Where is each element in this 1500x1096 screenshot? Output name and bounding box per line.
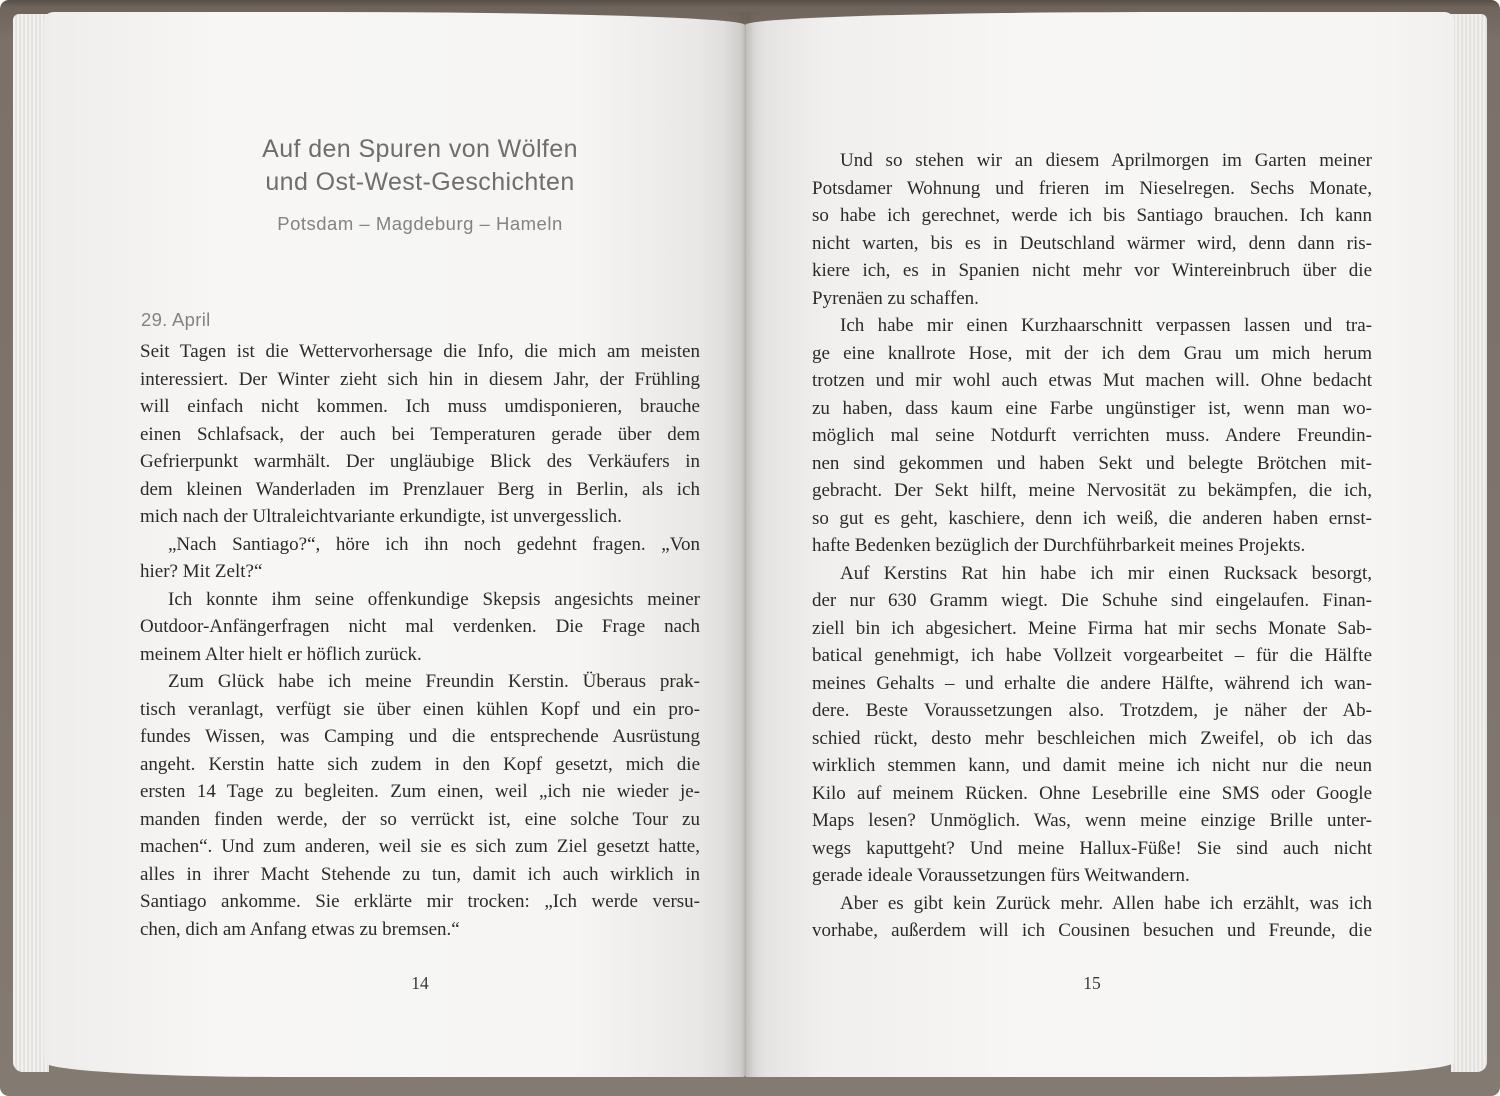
text-line: meinem Alter hielt er höflich zurück.: [140, 643, 422, 665]
text-line: gerade ideale Voraussetzungen fürs Weitwandern.: [812, 865, 1190, 886]
text-line: ziell bin ich abgesichert. Meine Firma hat mir sechs Monate Sab-: [812, 617, 1372, 639]
text-line: mich nach der Ultraleichtvariante erkundigte, ist unvergesslich.: [140, 506, 622, 527]
text-line: wirklich stemmen kann, und damit meine ich nicht nur die neun: [812, 755, 1372, 776]
text-line: Maps lesen? Unmöglich. Was, wenn meine einzige Brille unter-: [812, 810, 1372, 831]
text-line: manden finden werde, der so verrückt ist, eine solche Tour zu: [140, 808, 700, 830]
text-line: nen sind gekommen und haben Sekt und belegte Brötchen mit-: [812, 452, 1372, 474]
text-line: einen Schlafsack, der auch bei Temperaturen gerade über dem: [140, 423, 700, 445]
text-line: interessiert. Der Winter zieht sich hin in diesem Jahr, der Frühling: [140, 368, 700, 390]
text-line: Potsdamer Wohnung und frieren im Nieselregen. Sechs Monate,: [812, 177, 1372, 199]
text-line: meines Gehalts – und erhalte die andere Hälfte, während ich wan-: [812, 672, 1372, 694]
text-line: wegs kaputtgeht? Und meine Hallux-Füße! Sie sind auch nicht: [812, 837, 1372, 859]
text-line: „Nach Santiago?“, höre ich ihn noch gedehnt fragen. „Von: [168, 533, 700, 555]
chapter-title: [140, 133, 700, 199]
text-line: so gut es geht, kaschiere, denn ich weiß, die anderen haben ernst-: [812, 507, 1372, 529]
text-line: tisch veranlagt, verfügt sie über einen kühlen Kopf und ein pro-: [140, 698, 700, 720]
right-page-body: [812, 147, 1372, 945]
text-line: Auf Kerstins Rat hin habe ich mir einen Rucksack besorgt,: [840, 562, 1372, 584]
text-line: Santiago ankomme. Sie erklärte mir trocken: „Ich werde versu-: [140, 891, 700, 912]
text-line: angeht. Kerstin hatte sich zudem in den Kopf gesetzt, mich die: [140, 753, 700, 775]
text-line: Outdoor-Anfängerfragen nicht mal verdenken. Die Frage nach: [140, 616, 700, 637]
chapter-subtitle: Potsdam – Magdeburg – Hameln: [277, 213, 563, 234]
text-line: Pyrenäen zu schaffen.: [812, 287, 979, 309]
left-page-body: [140, 338, 700, 943]
section-date: 29. April: [141, 309, 211, 330]
page-edges-right: [1451, 14, 1487, 1072]
text-line: hafte Bedenken bezüglich der Durchführbarkeit meines Projekts.: [812, 535, 1306, 556]
text-line: fundes Wissen, was Camping und die entsprechende Ausrüstung: [140, 726, 700, 747]
text-line: dere. Beste Voraussetzungen also. Trotzdem, je näher der Ab-: [812, 700, 1372, 721]
chapter-title-line1: Auf den Spuren von Wölfen: [262, 135, 578, 163]
text-line: chen, dich am Anfang etwas zu bremsen.“: [140, 918, 460, 940]
text-line: schied rückt, desto mehr beschleichen mich Zweifel, ob ich das: [812, 727, 1372, 749]
text-line: ge eine knallrote Hose, mit der ich dem Grau um mich herum: [812, 342, 1372, 364]
text-line: machen“. Und zum anderen, weil sie es sich zum Ziel gesetzt hatte,: [140, 836, 700, 857]
text-line: kiere ich, es in Spanien nicht mehr vor Wintereinbruch über die: [812, 260, 1372, 281]
text-line: möglich mal seine Notdurft verrichten muss. Andere Freundin-: [812, 425, 1372, 446]
text-line: trotzen und mir wohl auch etwas Mut machen will. Ohne bedacht: [812, 370, 1372, 391]
text-line: zu haben, dass kaum eine Farbe ungünstiger ist, wenn man wo-: [812, 397, 1372, 419]
text-line: will einfach nicht kommen. Ich muss umdisponieren, brauche: [140, 396, 700, 417]
text-line: ersten 14 Tage zu begleiten. Zum einen, weil „ich nie wieder je-: [140, 781, 700, 802]
text-line: der nur 630 Gramm wiegt. Die Schuhe sind eingelaufen. Finan-: [812, 590, 1372, 611]
text-line: batical genehmigt, ich habe Vollzeit vorgearbeitet – für die Hälfte: [812, 645, 1372, 666]
text-line: Ich habe mir einen Kurzhaarschnitt verpassen lassen und tra-: [840, 315, 1372, 336]
text-line: Zum Glück habe ich meine Freundin Kerstin. Überaus prak-: [168, 671, 700, 692]
book-gutter: [723, 12, 767, 1077]
text-line: hier? Mit Zelt?“: [140, 561, 263, 582]
text-line: Aber es gibt kein Zurück mehr. Allen habe ich erzählt, was ich: [840, 892, 1372, 914]
chapter-title-line2: und Ost-West-Geschichten: [265, 168, 575, 196]
text-line: Ich konnte ihm seine offenkundige Skepsis angesichts meiner: [168, 588, 700, 610]
text-line: vorhabe, außerdem will ich Cousinen besuchen und Freunde, die: [812, 920, 1372, 941]
text-line: Seit Tagen ist die Wettervorhersage die Info, die mich am meisten: [140, 341, 700, 362]
text-line: nicht warten, bis es in Deutschland wärmer wird, denn dann ris-: [812, 232, 1372, 254]
text-line: alles in ihrer Macht Stehende zu tun, damit ich auch wirklich in: [140, 863, 700, 885]
text-line: Gefrierpunkt warmhält. Der ungläubige Blick des Verkäufers in: [140, 451, 700, 472]
page-number-left: 14: [411, 973, 429, 993]
text-line: so habe ich gerechnet, werde ich bis Santiago brauchen. Ich kann: [812, 205, 1372, 226]
text-line: Kilo auf meinem Rücken. Ohne Lesebrille eine SMS oder Google: [812, 782, 1372, 804]
text-line: Und so stehen wir an diesem Aprilmorgen im Garten meiner: [840, 150, 1372, 171]
text-line: dem kleinen Wanderladen im Prenzlauer Berg in Berlin, als ich: [140, 478, 700, 500]
text-line: gebracht. Der Sekt hilft, meine Nervosität zu bekämpfen, die ich,: [812, 480, 1372, 501]
page-number-right: 15: [1083, 973, 1101, 993]
